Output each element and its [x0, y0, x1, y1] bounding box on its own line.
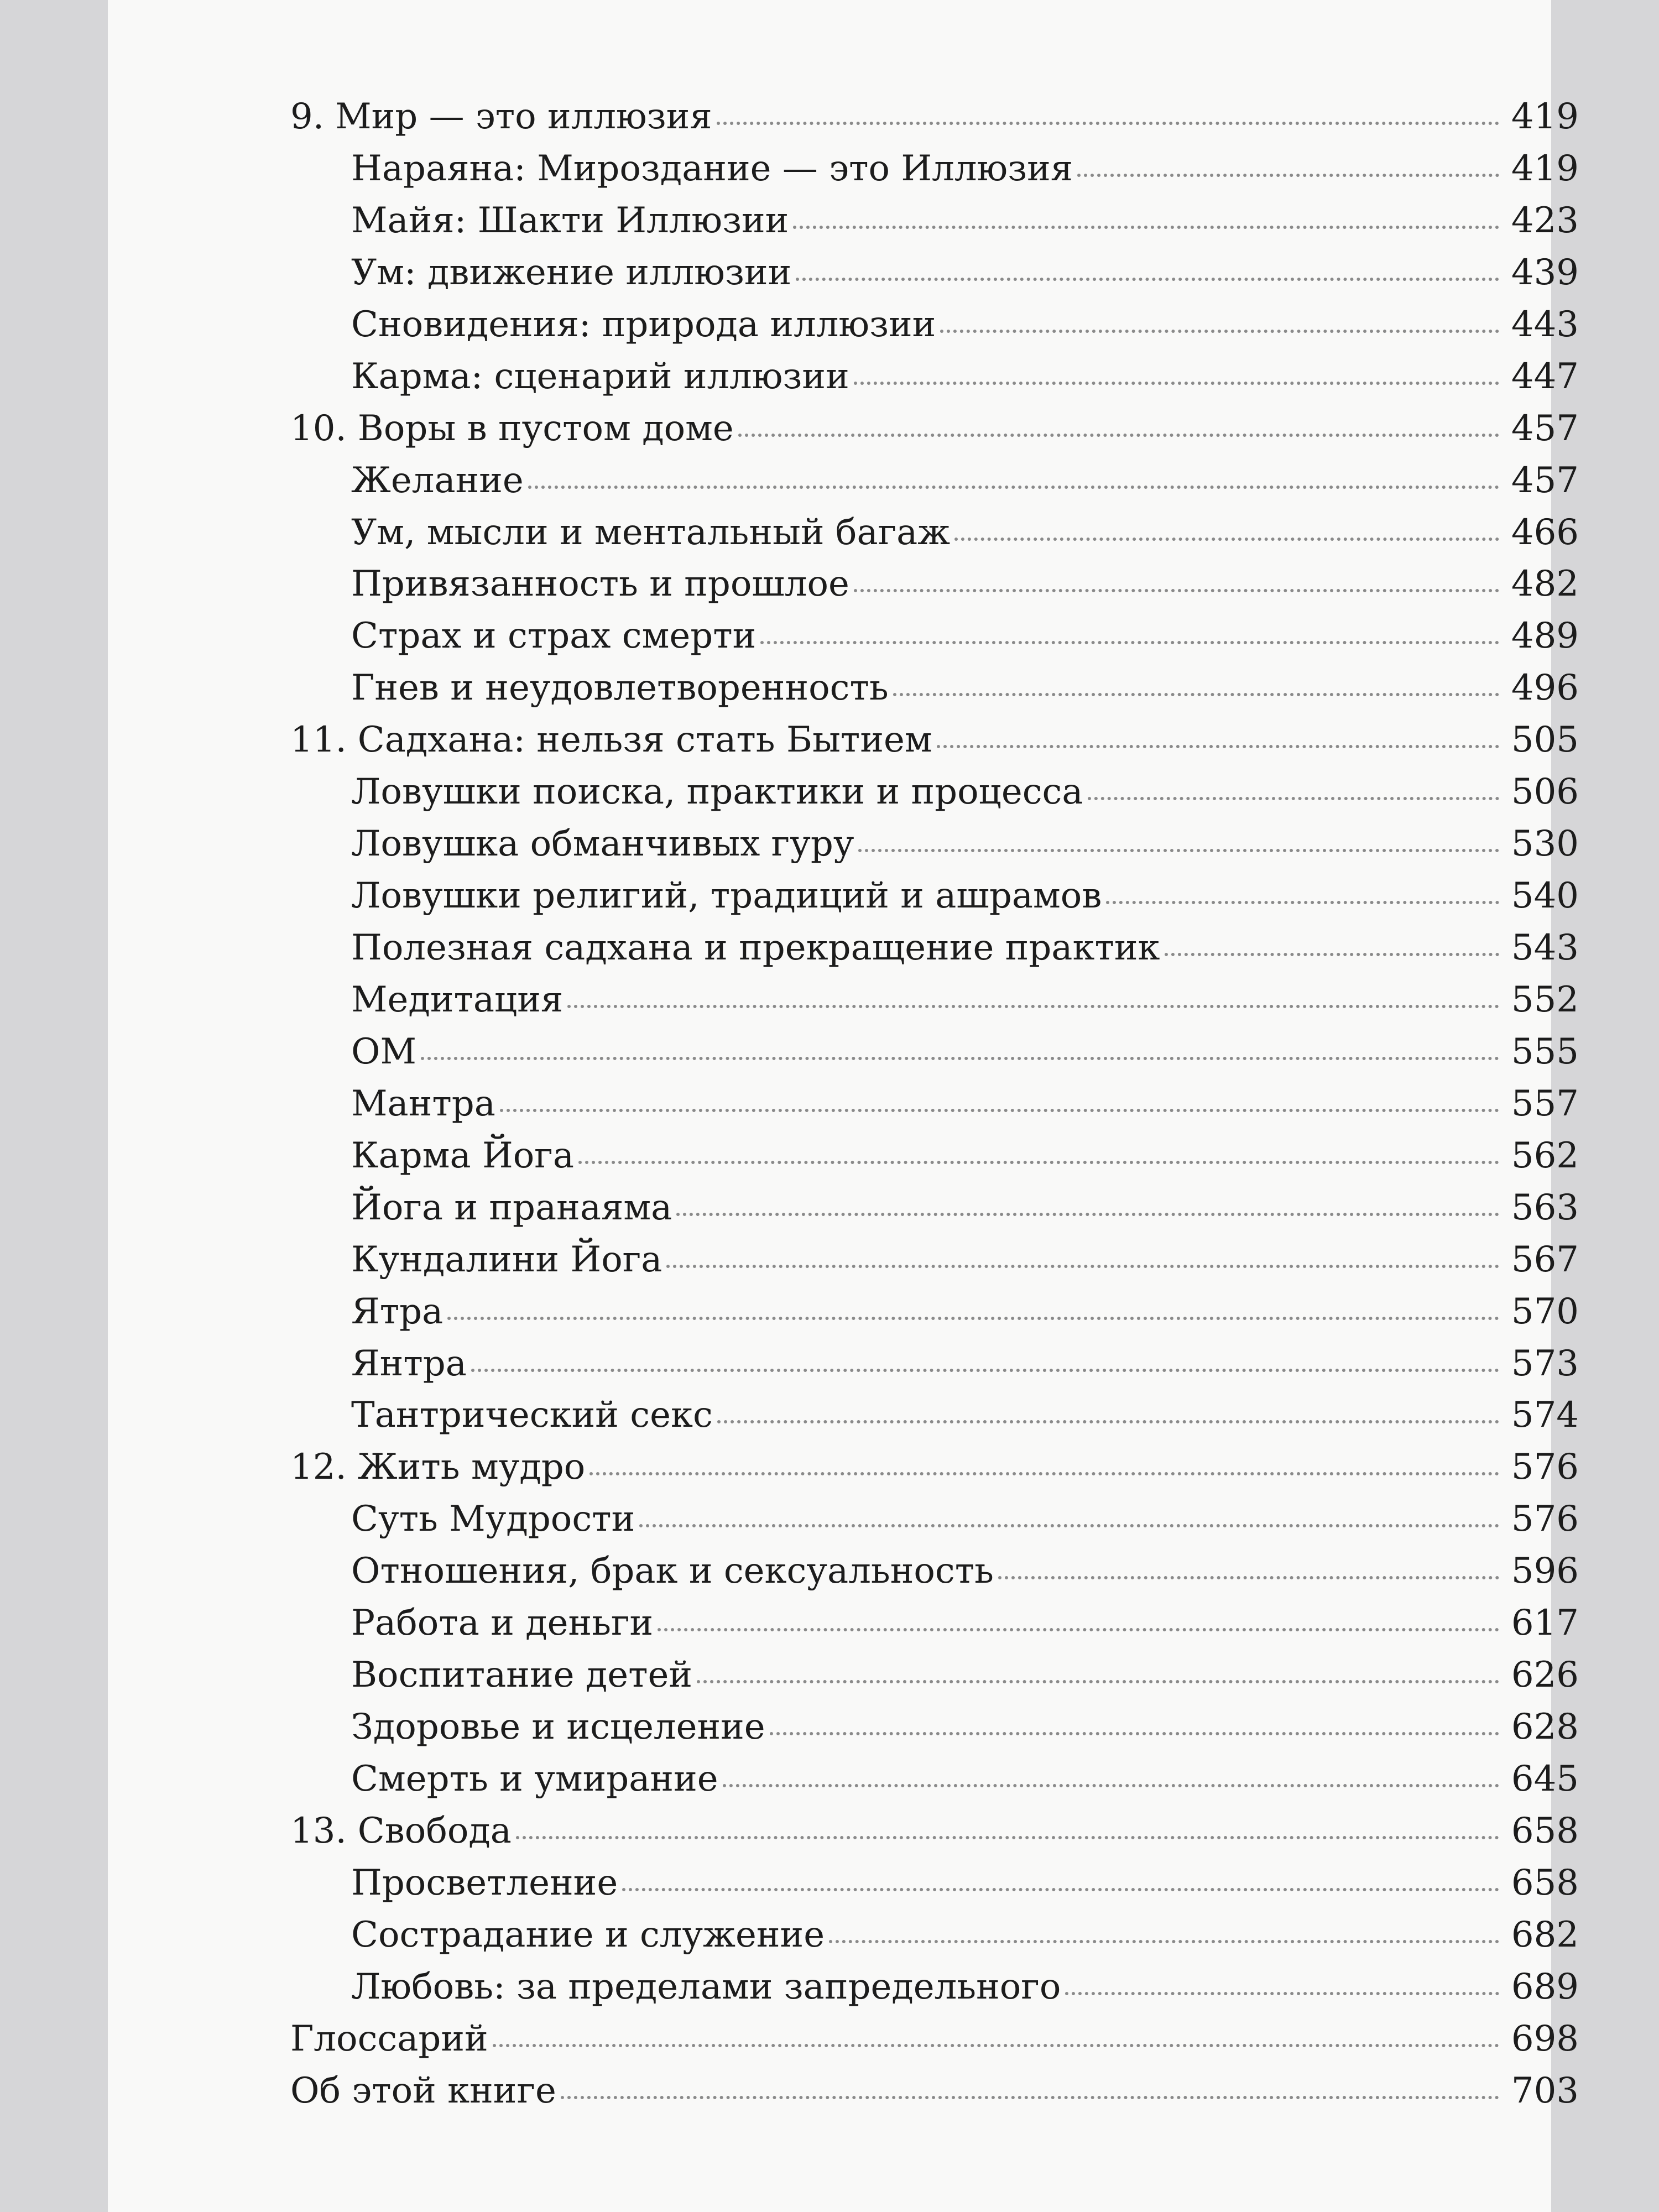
- dot-leader: [998, 1576, 1499, 1579]
- dot-leader: [658, 1628, 1499, 1631]
- chapter-number: 11.: [290, 719, 347, 761]
- entry-title: Желание: [351, 460, 524, 501]
- toc-section: [290, 611, 1579, 662]
- page-number: 628: [1511, 1707, 1579, 1748]
- entry-title: Полезная садхана и прекращение практик: [351, 927, 1160, 968]
- toc-section: [290, 1650, 1579, 1702]
- page-number: 689: [1511, 1966, 1579, 2007]
- entry-title: Жить мудро: [357, 1447, 586, 1488]
- page-number: 557: [1511, 1083, 1579, 1124]
- page-number: 573: [1511, 1343, 1579, 1384]
- entry-title: Тантрический секс: [351, 1395, 713, 1436]
- page-number: 457: [1511, 408, 1579, 449]
- entry-title: Ятра: [351, 1291, 444, 1332]
- toc-section: [290, 1858, 1579, 1910]
- book-page: [108, 0, 1579, 2212]
- toc-appendix: [290, 2065, 1579, 2117]
- dot-leader: [1088, 797, 1499, 800]
- toc-section: [290, 1598, 1579, 1650]
- page-number: 574: [1511, 1395, 1579, 1436]
- page-number: 489: [1511, 615, 1579, 657]
- dot-leader: [676, 1213, 1499, 1216]
- entry-title: Ловушка обманчивых гуру: [351, 823, 854, 865]
- toc-section: [290, 507, 1579, 559]
- dot-leader: [528, 486, 1499, 489]
- dot-leader: [793, 226, 1499, 229]
- page-number: 645: [1511, 1759, 1579, 1799]
- entry-title: Сновидения: природа иллюзии: [351, 304, 936, 345]
- page-number: 658: [1511, 1862, 1579, 1903]
- page-number: 419: [1511, 148, 1579, 189]
- page-number: 617: [1511, 1603, 1579, 1644]
- dot-leader: [796, 278, 1499, 281]
- page-number: 543: [1511, 927, 1579, 968]
- dot-leader: [829, 1940, 1499, 1943]
- entry-title: ОМ: [351, 1031, 416, 1072]
- toc-section: [290, 870, 1579, 922]
- dot-leader: [500, 1109, 1499, 1112]
- dot-leader: [1065, 1992, 1499, 1995]
- entry-title: Суть Мудрости: [351, 1499, 635, 1540]
- toc-section: [290, 299, 1579, 351]
- dot-leader: [940, 330, 1499, 333]
- entry-title: Свобода: [357, 1810, 512, 1851]
- page-number: 466: [1511, 512, 1579, 553]
- dot-leader: [717, 122, 1499, 125]
- dot-leader: [666, 1265, 1499, 1268]
- toc-section: [290, 1961, 1579, 2013]
- entry-title: Йога и пранаяма: [351, 1187, 672, 1228]
- page-number: 576: [1511, 1447, 1579, 1488]
- dot-leader: [516, 1836, 1499, 1839]
- dot-leader: [567, 1005, 1499, 1008]
- toc-section: [290, 1910, 1579, 1961]
- entry-title: Майя: Шакти Иллюзии: [351, 200, 789, 241]
- dot-leader: [893, 693, 1499, 696]
- page-number: 570: [1511, 1291, 1579, 1332]
- entry-title: Смерть и умирание: [351, 1759, 718, 1799]
- dot-leader: [471, 1369, 1499, 1372]
- dot-leader: [1106, 901, 1499, 904]
- entry-title: Глоссарий: [290, 2018, 488, 2059]
- toc-section: [290, 1182, 1579, 1234]
- toc-section: [290, 1026, 1579, 1078]
- page-number: 563: [1511, 1187, 1579, 1228]
- page-number: 505: [1511, 719, 1579, 761]
- page-number: 540: [1511, 875, 1579, 917]
- entry-title: Мантра: [351, 1083, 495, 1124]
- page-number: 457: [1511, 460, 1579, 501]
- page-number: 530: [1511, 823, 1579, 865]
- toc-section: [290, 559, 1579, 611]
- entry-title: Отношения, брак и сексуальность: [351, 1551, 994, 1592]
- dot-leader: [858, 849, 1499, 852]
- entry-title: Нараяна: Мироздание — это Иллюзия: [351, 148, 1073, 189]
- toc-chapter: [290, 1806, 1579, 1858]
- dot-leader: [1077, 174, 1499, 177]
- dot-leader: [578, 1161, 1499, 1164]
- table-of-contents: [290, 91, 1579, 2117]
- page-number: 682: [1511, 1914, 1579, 1955]
- entry-title: Ум, мысли и ментальный багаж: [351, 512, 951, 553]
- page-number: 439: [1511, 252, 1579, 293]
- entry-title: Карма Йога: [351, 1135, 574, 1176]
- dot-leader: [717, 1420, 1499, 1423]
- dot-leader: [954, 538, 1499, 541]
- page-number: 658: [1511, 1810, 1579, 1851]
- toc-section: [290, 922, 1579, 974]
- entry-title: Ловушки поиска, практики и процесса: [351, 771, 1083, 813]
- dot-leader: [854, 589, 1499, 592]
- dot-leader: [738, 434, 1499, 437]
- page-number: 703: [1511, 2070, 1579, 2111]
- entry-title: Мир — это иллюзия: [335, 96, 712, 137]
- entry-title: Привязанность и прошлое: [351, 564, 849, 605]
- dot-leader: [854, 382, 1499, 385]
- page-number: 443: [1511, 304, 1579, 345]
- toc-section: [290, 1702, 1579, 1754]
- page-number: 562: [1511, 1135, 1579, 1176]
- toc-section: [290, 1286, 1579, 1338]
- page-number: 567: [1511, 1239, 1579, 1280]
- toc-section: [290, 1494, 1579, 1546]
- entry-title: Воры в пустом доме: [357, 408, 734, 449]
- dot-leader: [1165, 953, 1499, 956]
- entry-title: Просветление: [351, 1862, 618, 1903]
- toc-section: [290, 195, 1579, 247]
- entry-title: Медитация: [351, 979, 564, 1020]
- entry-title: Ум: движение иллюзии: [351, 252, 792, 293]
- entry-title: Об этой книге: [290, 2070, 556, 2111]
- entry-title: Садхана: нельзя стать Бытием: [357, 719, 932, 761]
- page-number: 506: [1511, 771, 1579, 813]
- toc-section: [290, 1546, 1579, 1598]
- chapter-number: 10.: [290, 408, 347, 449]
- dot-leader: [622, 1888, 1499, 1891]
- entry-title: Кундалини Йога: [351, 1239, 662, 1280]
- entry-title: Здоровье и исцеление: [351, 1707, 765, 1748]
- page-number: 698: [1511, 2018, 1579, 2059]
- page-number: 626: [1511, 1655, 1579, 1696]
- page-number: 596: [1511, 1551, 1579, 1592]
- dot-leader: [937, 745, 1499, 748]
- entry-title: Работа и деньги: [351, 1603, 654, 1644]
- toc-section: [290, 143, 1579, 195]
- toc-section: [290, 766, 1579, 818]
- chapter-number: 12.: [290, 1447, 347, 1488]
- toc-section: [290, 351, 1579, 403]
- toc-section: [290, 1234, 1579, 1286]
- toc-section: [290, 1130, 1579, 1182]
- page-number: 552: [1511, 979, 1579, 1020]
- page-number: 576: [1511, 1499, 1579, 1540]
- entry-title: Страх и страх смерти: [351, 615, 757, 657]
- entry-title: Любовь: за пределами запредельного: [351, 1966, 1061, 2007]
- toc-section: [290, 1078, 1579, 1130]
- toc-chapter: [290, 403, 1579, 455]
- dot-leader: [770, 1732, 1499, 1735]
- toc-section: [290, 1754, 1579, 1806]
- dot-leader: [589, 1472, 1499, 1475]
- page-number: 496: [1511, 667, 1579, 709]
- page-number: 423: [1511, 200, 1579, 241]
- dot-leader: [760, 641, 1499, 644]
- page-number: 419: [1511, 96, 1579, 137]
- page-number: 447: [1511, 356, 1579, 397]
- entry-title: Карма: сценарий иллюзии: [351, 356, 849, 397]
- toc-section: [290, 818, 1579, 870]
- chapter-number: 9.: [290, 96, 325, 137]
- dot-leader: [421, 1057, 1499, 1060]
- entry-title: Гнев и неудовлетворенность: [351, 667, 889, 709]
- entry-title: Воспитание детей: [351, 1655, 693, 1696]
- toc-appendix: [290, 2013, 1579, 2065]
- dot-leader: [561, 2096, 1499, 2099]
- toc-section: [290, 974, 1579, 1026]
- chapter-number: 13.: [290, 1810, 347, 1851]
- dot-leader: [723, 1784, 1499, 1787]
- toc-section: [290, 455, 1579, 507]
- toc-section: [290, 247, 1579, 299]
- toc-section: [290, 662, 1579, 714]
- dot-leader: [447, 1317, 1499, 1320]
- dot-leader: [639, 1524, 1499, 1527]
- page-number: 482: [1511, 564, 1579, 605]
- toc-section: [290, 1390, 1579, 1442]
- toc-chapter: [290, 91, 1579, 143]
- toc-section: [290, 1338, 1579, 1390]
- entry-title: Янтра: [351, 1343, 467, 1384]
- toc-chapter: [290, 1442, 1579, 1494]
- dot-leader: [697, 1680, 1499, 1683]
- toc-chapter: [290, 714, 1579, 766]
- entry-title: Сострадание и служение: [351, 1914, 825, 1955]
- page-number: 555: [1511, 1031, 1579, 1072]
- entry-title: Ловушки религий, традиций и ашрамов: [351, 875, 1102, 917]
- dot-leader: [493, 2044, 1499, 2047]
